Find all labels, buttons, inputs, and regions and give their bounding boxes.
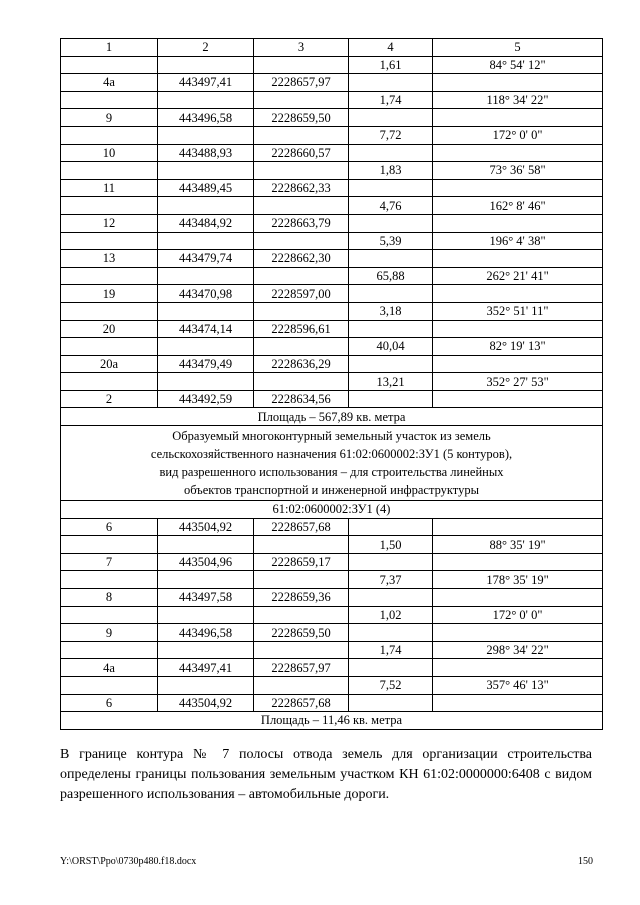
description-line: сельскохозяйственного назначения 61:02:0600002:ЗУ1 (5 контуров), <box>150 447 513 462</box>
table-row <box>61 232 603 250</box>
table-cell: 298° 34' 22" <box>433 641 603 659</box>
table-cell <box>433 285 603 303</box>
table-cell: 443489,45 <box>158 179 254 197</box>
table-cell: 1,83 <box>349 162 433 180</box>
table-cell: 2228659,36 <box>254 589 349 607</box>
table-cell <box>61 571 158 589</box>
table-cell <box>158 267 254 285</box>
parcel-description-row <box>61 426 603 501</box>
table-row <box>61 179 603 197</box>
table-cell: 443484,92 <box>158 214 254 232</box>
table-row <box>61 677 603 695</box>
table-cell <box>349 553 433 571</box>
table-cell: 13 <box>61 250 158 268</box>
table-cell <box>158 232 254 250</box>
table-header-row <box>61 39 603 57</box>
table-cell: 443504,92 <box>158 694 254 712</box>
table-cell <box>433 179 603 197</box>
table-cell <box>158 126 254 144</box>
table-cell: 443470,98 <box>158 285 254 303</box>
table-cell <box>158 571 254 589</box>
table-cell <box>349 320 433 338</box>
table-cell: 3 <box>254 39 349 57</box>
table-cell: 82° 19' 13" <box>433 338 603 356</box>
table-cell: 1 <box>61 39 158 57</box>
table-cell <box>61 606 158 624</box>
table-row <box>61 624 603 642</box>
table-cell: 6 <box>61 694 158 712</box>
table-cell <box>433 74 603 92</box>
table-cell: 2228660,57 <box>254 144 349 162</box>
table-cell <box>349 214 433 232</box>
table-row <box>61 606 603 624</box>
table-cell: 4а <box>61 74 158 92</box>
table-cell <box>254 302 349 320</box>
table-cell: 443474,14 <box>158 320 254 338</box>
table-row <box>61 302 603 320</box>
table-row <box>61 91 603 109</box>
table-cell: 443496,58 <box>158 624 254 642</box>
table-cell <box>254 641 349 659</box>
table-row <box>61 214 603 232</box>
table-cell <box>349 74 433 92</box>
table-cell <box>254 91 349 109</box>
table-row <box>61 589 603 607</box>
table-cell <box>61 162 158 180</box>
table-cell <box>349 250 433 268</box>
table-cell <box>61 91 158 109</box>
table-cell <box>254 56 349 74</box>
table-cell <box>61 267 158 285</box>
table-cell <box>61 677 158 695</box>
table-cell <box>254 606 349 624</box>
table-row <box>61 197 603 215</box>
contour-paragraph: В границе контура № 7 полосы отвода земель для организации строительства определены границы пользования земельным участком КН 61:02:0000000:6408 с видом разрешенного использования – автомобильные дороги. <box>60 747 592 802</box>
table-cell: 10 <box>61 144 158 162</box>
table-cell <box>254 373 349 391</box>
table-cell <box>61 338 158 356</box>
table-row <box>61 338 603 356</box>
table-cell <box>61 232 158 250</box>
table-cell: 4 <box>349 39 433 57</box>
table-row <box>61 126 603 144</box>
area-label-row <box>61 712 603 730</box>
table-cell <box>158 197 254 215</box>
table-cell <box>349 179 433 197</box>
table-cell: 443488,93 <box>158 144 254 162</box>
table-row <box>61 162 603 180</box>
table-row <box>61 285 603 303</box>
table-cell: 13,21 <box>349 373 433 391</box>
table-cell: 352° 51' 11" <box>433 302 603 320</box>
table-row <box>61 536 603 554</box>
table-cell <box>61 126 158 144</box>
table-cell: 1,61 <box>349 56 433 74</box>
table-cell: 2228657,68 <box>254 694 349 712</box>
table-cell <box>61 641 158 659</box>
table-cell: 2228659,50 <box>254 109 349 127</box>
table-cell <box>433 659 603 677</box>
table-cell: 5 <box>433 39 603 57</box>
table-cell <box>158 373 254 391</box>
table-cell: 443504,92 <box>158 518 254 536</box>
table-cell: 11 <box>61 179 158 197</box>
table-cell: 1,02 <box>349 606 433 624</box>
table-cell: 2228662,30 <box>254 250 349 268</box>
table-cell: 2228596,61 <box>254 320 349 338</box>
table-cell: 1,74 <box>349 91 433 109</box>
table-cell: 4а <box>61 659 158 677</box>
table-cell: 7,37 <box>349 571 433 589</box>
table-cell: 2228634,56 <box>254 390 349 408</box>
table-cell: 2 <box>61 390 158 408</box>
table-cell <box>433 109 603 127</box>
table-cell: 443492,59 <box>158 390 254 408</box>
coordinates-table <box>60 38 603 730</box>
table-cell <box>254 162 349 180</box>
table-cell: 65,88 <box>349 267 433 285</box>
table-row <box>61 144 603 162</box>
table-cell <box>349 355 433 373</box>
table-cell <box>349 109 433 127</box>
table-cell: 4,76 <box>349 197 433 215</box>
contour-id: 61:02:0600002:ЗУ1 (4) <box>61 501 603 519</box>
table-row <box>61 109 603 127</box>
table-cell <box>158 162 254 180</box>
table-row <box>61 250 603 268</box>
table-cell: 7,52 <box>349 677 433 695</box>
table-cell: 352° 27' 53" <box>433 373 603 391</box>
table-cell: 443504,96 <box>158 553 254 571</box>
footer-page-number: 150 <box>578 856 593 867</box>
table-cell <box>158 677 254 695</box>
area-label-row <box>61 408 603 426</box>
table-cell <box>61 373 158 391</box>
table-cell <box>61 197 158 215</box>
table-cell <box>433 589 603 607</box>
description-line: Образуемый многоконтурный земельный участок из земель <box>172 429 491 444</box>
table-cell: 443496,58 <box>158 109 254 127</box>
table-cell: 20а <box>61 355 158 373</box>
table-cell <box>433 694 603 712</box>
table-row <box>61 267 603 285</box>
table-row <box>61 659 603 677</box>
table-cell: 2228657,97 <box>254 659 349 677</box>
table-cell: 2228663,79 <box>254 214 349 232</box>
table-cell: 2228657,68 <box>254 518 349 536</box>
table-cell <box>158 302 254 320</box>
table-cell <box>433 144 603 162</box>
table-cell <box>349 694 433 712</box>
table-row <box>61 571 603 589</box>
table-cell: 443497,41 <box>158 659 254 677</box>
table-cell: 88° 35' 19" <box>433 536 603 554</box>
contour-id-row <box>61 501 603 519</box>
table-cell: 40,04 <box>349 338 433 356</box>
table-cell: 357° 46' 13" <box>433 677 603 695</box>
table-cell: 19 <box>61 285 158 303</box>
table-cell: 12 <box>61 214 158 232</box>
table-cell <box>349 624 433 642</box>
table-cell: 2228657,97 <box>254 74 349 92</box>
table-cell <box>158 641 254 659</box>
table-row <box>61 373 603 391</box>
table-cell <box>433 518 603 536</box>
table-cell <box>61 302 158 320</box>
table-row <box>61 74 603 92</box>
table-cell <box>349 390 433 408</box>
description-line: объектов транспортной и инженерной инфраструктуры <box>183 483 480 498</box>
table-cell <box>433 390 603 408</box>
table-cell <box>349 144 433 162</box>
table-cell: 443479,74 <box>158 250 254 268</box>
table-cell <box>254 338 349 356</box>
table-cell: 2228659,17 <box>254 553 349 571</box>
table-cell <box>349 589 433 607</box>
table-cell: 73° 36' 58" <box>433 162 603 180</box>
table-cell: 172° 0' 0" <box>433 126 603 144</box>
table-cell: 262° 21' 41" <box>433 267 603 285</box>
table-cell <box>349 285 433 303</box>
table-cell <box>433 250 603 268</box>
table-cell <box>61 536 158 554</box>
table-cell <box>254 232 349 250</box>
table-row <box>61 355 603 373</box>
table-cell <box>349 659 433 677</box>
table-cell: 7 <box>61 553 158 571</box>
table-cell <box>158 606 254 624</box>
table-cell <box>254 267 349 285</box>
table-cell <box>433 355 603 373</box>
table-cell: 162° 8' 46" <box>433 197 603 215</box>
table-cell <box>158 56 254 74</box>
table-cell <box>254 126 349 144</box>
table-cell <box>433 553 603 571</box>
table-cell: 20 <box>61 320 158 338</box>
table-cell <box>158 91 254 109</box>
table-cell <box>158 536 254 554</box>
table-row <box>61 694 603 712</box>
table-cell: 7,72 <box>349 126 433 144</box>
table-row <box>61 320 603 338</box>
table-cell: 6 <box>61 518 158 536</box>
table-row <box>61 518 603 536</box>
table-row <box>61 641 603 659</box>
description-line: вид разрешенного использования – для строительства линейных <box>159 465 504 480</box>
table-cell: 3,18 <box>349 302 433 320</box>
table-cell: 2228662,33 <box>254 179 349 197</box>
table-cell: 9 <box>61 109 158 127</box>
table-cell: 2228597,00 <box>254 285 349 303</box>
table-cell <box>254 536 349 554</box>
table-cell <box>433 320 603 338</box>
table-cell: 5,39 <box>349 232 433 250</box>
area-label: Площадь – 567,89 кв. метра <box>61 408 603 426</box>
parcel-description <box>61 426 603 501</box>
table-cell: 1,74 <box>349 641 433 659</box>
area-label: Площадь – 11,46 кв. метра <box>61 712 603 730</box>
table-cell: 443497,58 <box>158 589 254 607</box>
table-cell <box>254 571 349 589</box>
table-cell <box>158 338 254 356</box>
table-cell: 8 <box>61 589 158 607</box>
table-cell: 443497,41 <box>158 74 254 92</box>
table-cell: 1,50 <box>349 536 433 554</box>
table-cell <box>433 624 603 642</box>
table-cell: 443479,49 <box>158 355 254 373</box>
table-cell: 172° 0' 0" <box>433 606 603 624</box>
table-cell <box>433 214 603 232</box>
table-row <box>61 56 603 74</box>
table-cell: 196° 4' 38" <box>433 232 603 250</box>
table-cell <box>349 518 433 536</box>
table-cell: 118° 34' 22" <box>433 91 603 109</box>
table-cell <box>61 56 158 74</box>
table-cell: 2 <box>158 39 254 57</box>
table-cell: 9 <box>61 624 158 642</box>
table-row <box>61 390 603 408</box>
table-cell: 178° 35' 19" <box>433 571 603 589</box>
table-cell: 2228636,29 <box>254 355 349 373</box>
table-cell <box>254 677 349 695</box>
footer-file-path: Y:\ORST\Ppo\0730p480.f18.docx <box>60 856 197 867</box>
table-cell: 84° 54' 12" <box>433 56 603 74</box>
table-cell: 2228659,50 <box>254 624 349 642</box>
table-cell <box>254 197 349 215</box>
table-row <box>61 553 603 571</box>
